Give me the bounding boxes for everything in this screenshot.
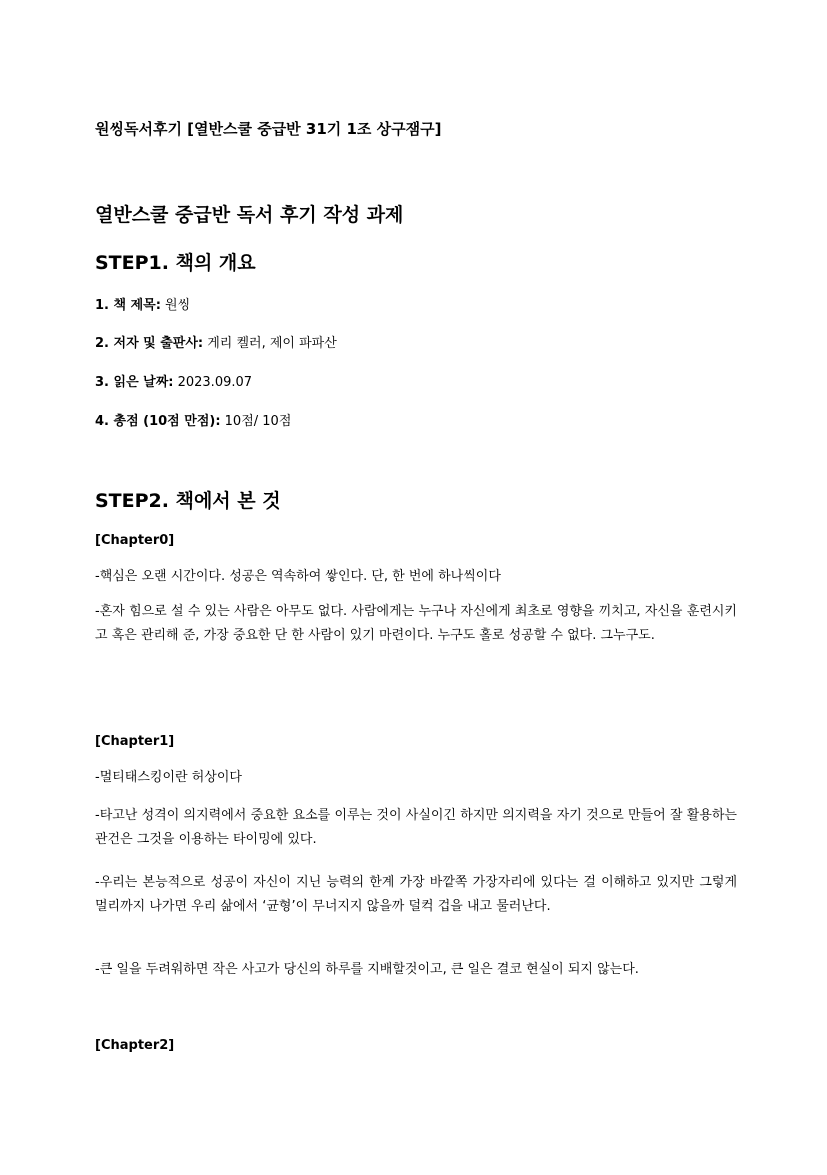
read-date-value: 2023.09.07 xyxy=(173,375,253,390)
step2-heading: STEP2. 책에서 본 것 xyxy=(95,490,281,512)
score-value: 10점/ 10점 xyxy=(220,414,292,429)
book-title-label: 1. 책 제목: xyxy=(95,298,161,313)
chapter1-paragraph-2: -타고난 성격이 의지력에서 중요한 요소를 이루는 것이 사실이긴 하지만 의지력을 자기 것으로 만들어 잘 활용하는 관건은 그것을 이용하는 타이밍에 있다. xyxy=(95,808,737,847)
step1-heading: STEP1. 책의 개요 xyxy=(95,252,256,274)
read-date-label: 3. 읽은 날짜: xyxy=(95,375,174,390)
chapter0-title: [Chapter0] xyxy=(95,533,175,548)
chapter1-paragraph-1: -멀티태스킹이란 허상이다 xyxy=(95,770,242,785)
chapter1-paragraph-4: -큰 일을 두려워하면 작은 사고가 당신의 하루를 지배할것이고, 큰 일은 결코 현실이 되지 않는다. xyxy=(95,962,639,977)
author-publisher-label: 2. 저자 및 출판사: xyxy=(95,336,204,351)
chapter0-paragraph-2: -혼자 힘으로 설 수 있는 사람은 아무도 없다. 사람에게는 누구나 자신에게 최초로 영향을 끼치고, 자신을 훈련시키고 혹은 관리해 준, 가장 중요한 단 한 사람이 있기 마련이다. 누구도 홀로 성공할 수 없다. 그누구도. xyxy=(95,604,737,643)
author-publisher-value: 게리 켈러, 제이 파파산 xyxy=(203,336,337,351)
book-title-value: 원씽 xyxy=(160,298,191,313)
read-date-item xyxy=(95,371,252,390)
document-title: 원씽독서후기 [열반스쿨 중급반 31기 1조 상구잼구] xyxy=(95,120,442,138)
chapter1-paragraph-3: -우리는 본능적으로 성공이 자신이 지닌 능력의 한계 가장 바깥쪽 가장자리에 있다는 걸 이해하고 있지만 그렇게 멀리까지 나가면 우리 삶에서 ‘균형’이 무너지지 않을까 덜컥 겁을 내고 물러난다. xyxy=(95,875,737,914)
chapter2-title: [Chapter2] xyxy=(95,1038,175,1053)
author-publisher-item xyxy=(95,332,337,351)
book-title-item xyxy=(95,294,190,313)
chapter0-paragraph-1: -핵심은 오랜 시간이다. 성공은 역속하여 쌓인다. 단, 한 번에 하나씩이다 xyxy=(95,569,501,584)
score-item xyxy=(95,410,291,429)
chapter1-title: [Chapter1] xyxy=(95,734,175,749)
score-label: 4. 총점 (10점 만점): xyxy=(95,414,221,429)
assignment-heading: 열반스쿨 중급반 독서 후기 작성 과제 xyxy=(95,204,404,226)
